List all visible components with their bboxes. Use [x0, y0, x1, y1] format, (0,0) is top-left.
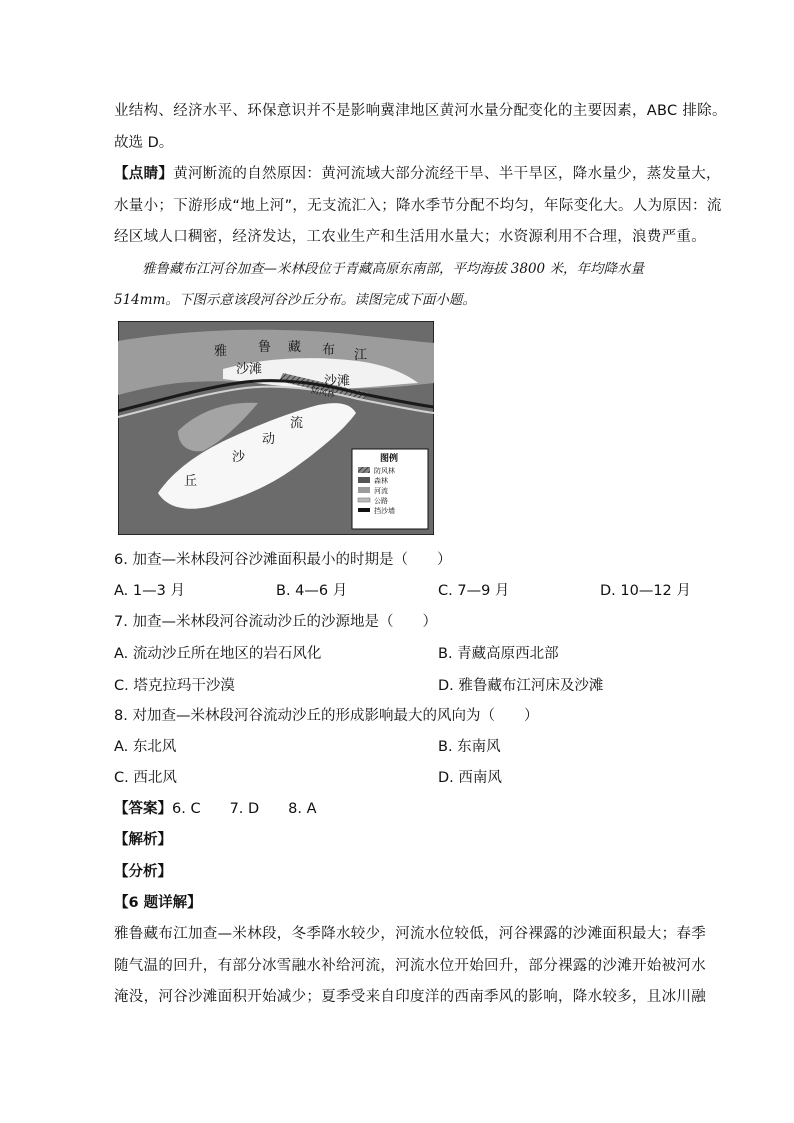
question-6-stem: 6. 加查—米林段河谷沙滩面积最小的时期是（ ） — [114, 552, 452, 568]
q8-option-c: C. 西北风 — [114, 770, 177, 786]
legend-swatch-road — [358, 498, 370, 502]
question-8-stem: 8. 对加查—米林段河谷流动沙丘的形成影响最大的风向为（ ） — [114, 708, 539, 724]
beach-label-right: 沙滩 — [324, 374, 351, 389]
river-label-char: 布 — [322, 343, 336, 358]
river-label-char: 江 — [354, 348, 368, 363]
windbreak-label: 防风林 — [310, 385, 336, 400]
legend-title: 图例 — [380, 454, 399, 464]
q8-option-a: A. 东北风 — [114, 739, 177, 755]
q7-option-d: D. 雅鲁藏布江河床及沙滩 — [438, 678, 604, 694]
q7-option-a: A. 流动沙丘所在地区的岩石风化 — [114, 646, 322, 662]
answer-tag: 【答案】 — [114, 801, 172, 817]
q6-option-a: A. 1—3 月 — [114, 583, 185, 599]
legend-item: 防风林 — [374, 467, 395, 475]
dune-label-char: 丘 — [184, 474, 198, 489]
q8-option-b: B. 东南风 — [438, 739, 501, 755]
legend-swatch-forest — [358, 477, 370, 483]
legend-item: 公路 — [374, 497, 388, 505]
sand-dune-map — [118, 321, 434, 535]
answer-line — [114, 799, 317, 819]
detail-6-line-2: 随气温的回升，有部分冰雪融水补给河流，河流水位开始回升，部分裸露的沙滩开始被河水 — [114, 958, 706, 974]
beach-label-left: 沙滩 — [236, 362, 263, 377]
q6-option-c: C. 7—9 月 — [438, 583, 510, 599]
river-label-char: 雅 — [214, 344, 228, 359]
dianjing-line-2: 水量小；下游形成“地上河”，无支流汇入；降水季节分配不均匀，年际变化大。人为原因：流 — [114, 198, 722, 214]
intro-line-2: 514mm。下图示意该段河谷沙丘分布。读图完成下面小题。 — [114, 292, 476, 308]
detail-6-line-1: 雅鲁藏布江加查—米林段，冬季降水较少，河流水位较低，河谷裸露的沙滩面积最大；春季 — [114, 926, 706, 942]
river-label-char: 鲁 — [258, 340, 272, 355]
dianjing-tag: 【点睛】 — [114, 166, 174, 182]
legend-swatch-windbreak — [358, 467, 370, 473]
q7-option-c: C. 塔克拉玛干沙漠 — [114, 678, 235, 694]
q7-option-b: B. 青藏高原西北部 — [438, 646, 559, 662]
dune-label-char: 动 — [262, 432, 276, 447]
question-7-stem: 7. 加查—米林段河谷流动沙丘的沙源地是（ ） — [114, 614, 437, 630]
legend-swatch-river — [358, 487, 370, 493]
legend-item: 河流 — [374, 487, 388, 495]
map-legend — [352, 449, 428, 529]
answer-values: 6. C 7. D 8. A — [172, 801, 317, 817]
q6-option-d: D. 10—12 月 — [600, 583, 691, 599]
paragraph-line: 故选 D。 — [114, 135, 174, 151]
dune-label-char: 流 — [290, 416, 304, 431]
dianjing-line-3: 经区域人口稠密，经济发达，工农业生产和生活用水量大；水资源利用不合理，浪费严重。 — [114, 229, 706, 245]
fenxi-heading: 【分析】 — [114, 864, 172, 880]
jiexi-heading: 【解析】 — [114, 832, 172, 848]
intro-line-1: 雅鲁藏布江河谷加查—米林段位于青藏高原东南部，平均海拔 3800 米，年均降水量 — [142, 261, 644, 277]
dianjing-line-1 — [114, 164, 721, 184]
legend-item: 森林 — [374, 477, 388, 485]
q8-option-d: D. 西南风 — [438, 770, 502, 786]
dune-label-char: 沙 — [232, 450, 246, 465]
legend-swatch-wall — [358, 508, 370, 512]
river-label-char: 藏 — [288, 340, 302, 355]
detail-6-heading: 【6 题详解】 — [114, 895, 202, 911]
dianjing-text: 黄河断流的自然原因：黄河流域大部分流经干旱、半干旱区，降水量少，蒸发量大， — [173, 166, 721, 182]
legend-item: 挡沙墙 — [374, 507, 395, 515]
detail-6-line-3: 淹没，河谷沙滩面积开始减少；夏季受来自印度洋的西南季风的影响，降水较多，且冰川融 — [114, 989, 706, 1005]
paragraph-line: 业结构、经济水平、环保意识并不是影响冀津地区黄河水量分配变化的主要因素，ABC 排除。 — [114, 103, 727, 119]
q6-option-b: B. 4—6 月 — [276, 583, 348, 599]
